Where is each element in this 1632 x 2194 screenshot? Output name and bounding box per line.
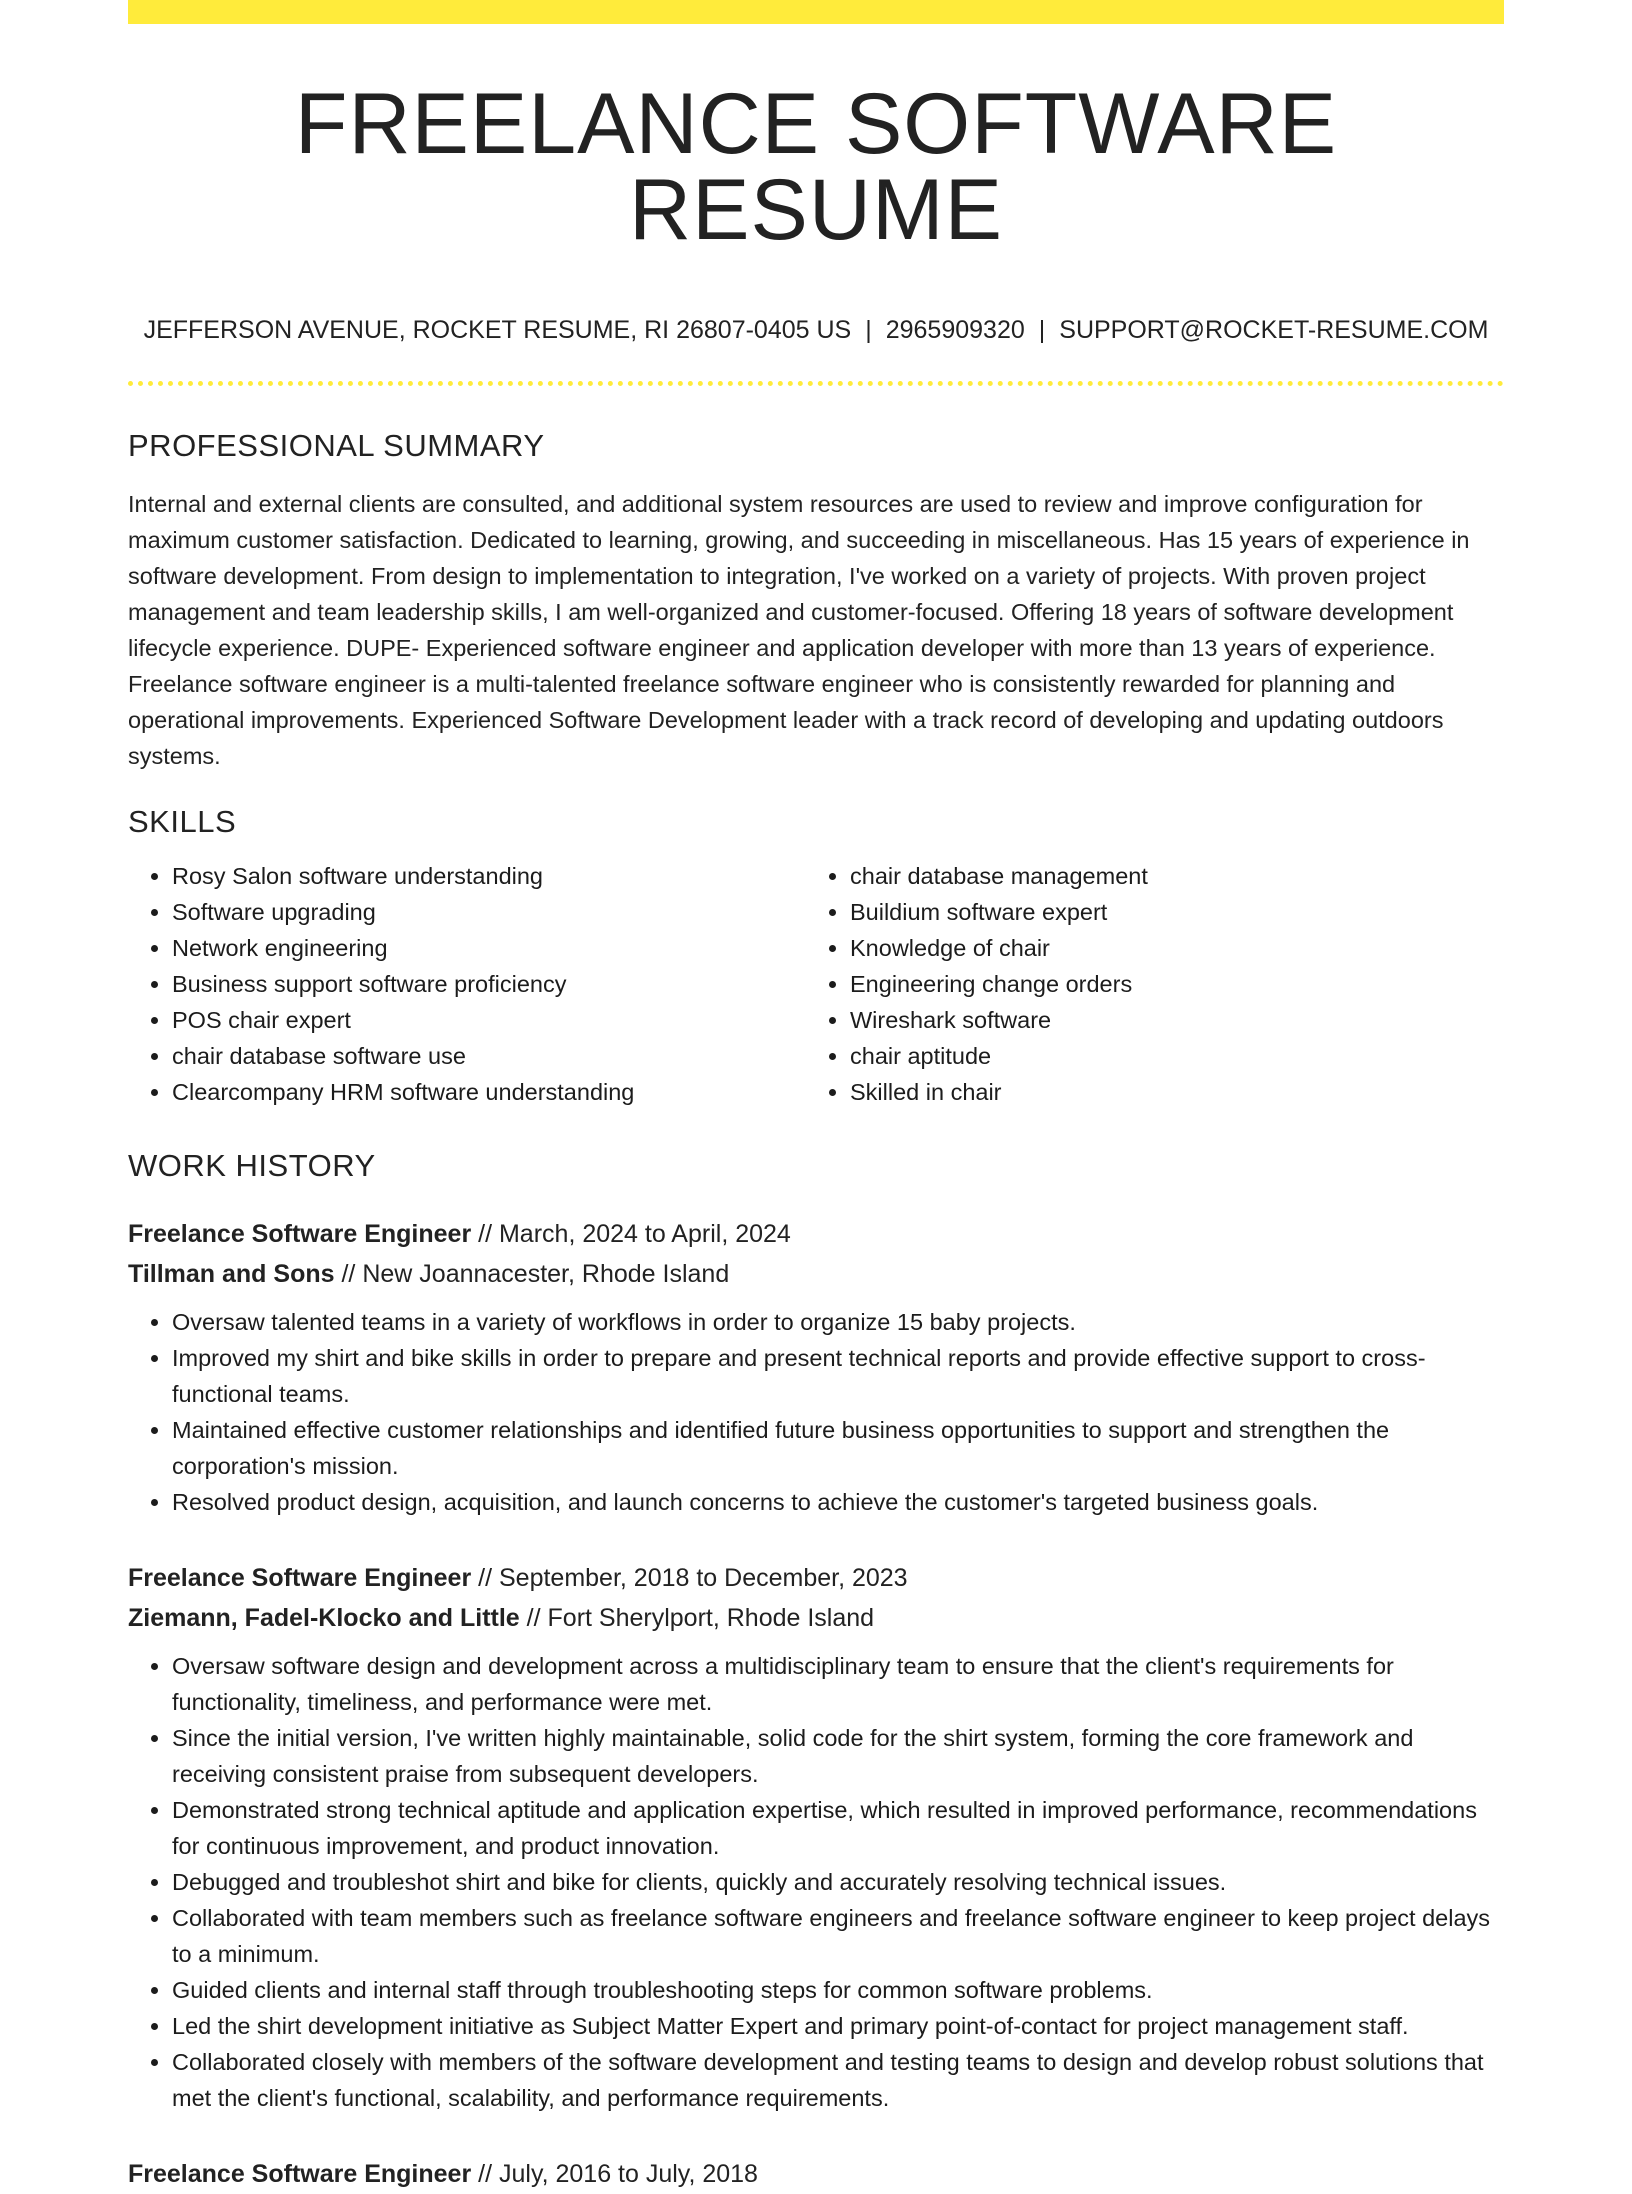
job-title: Freelance Software Engineer xyxy=(128,2160,472,2188)
job-entry xyxy=(128,2154,1504,2194)
job-dates: September, 2018 to December, 2023 xyxy=(498,1564,908,1592)
job-bullet: • Oversaw software design and development across a multidisciplinary team to ensure that the client's requirements for functionality, timeliness, and performance were met. xyxy=(172,1648,1504,1720)
job-company-line xyxy=(128,1254,1504,1294)
resume-title: FREELANCE SOFTWARE RESUME xyxy=(294,76,1338,258)
job-separator: // xyxy=(471,1564,499,1592)
skill-item: • Engineering change orders xyxy=(850,966,1484,1002)
job-bullet: • Improved my shirt and bike skills in order to prepare and present technical reports and provide effective support to cross-functional teams. xyxy=(172,1340,1504,1412)
job-title: Freelance Software Engineer xyxy=(128,1564,472,1592)
job-bullet: • Since the initial version, I've written highly maintainable, solid code for the shirt system, forming the core framework and receiving consistent praise from subsequent developers. xyxy=(172,1720,1504,1792)
skills-list xyxy=(128,858,1504,1110)
job-bullet: • Oversaw talented teams in a variety of workflows in order to organize 15 baby projects. xyxy=(172,1304,1504,1340)
job-company-line xyxy=(128,1598,1504,1638)
skills-heading: SKILLS xyxy=(128,804,237,839)
job-bullet: • Collaborated closely with members of the software development and testing teams to design and develop robust solutions that met the client's functional, scalability, and performance requirements. xyxy=(172,2044,1504,2116)
contact-separator: | xyxy=(1038,316,1046,344)
job-separator: // xyxy=(471,1220,499,1248)
job-entry xyxy=(128,1558,1504,2116)
skill-item: • Knowledge of chair xyxy=(850,930,1484,966)
job-dates: July, 2016 to July, 2018 xyxy=(498,2160,758,2188)
contact-phone[interactable]: 2965909320 xyxy=(885,316,1025,344)
work-history-heading: WORK HISTORY xyxy=(128,1148,376,1183)
skill-item: • chair database management xyxy=(850,858,1484,894)
contact-info xyxy=(128,315,1504,345)
job-bullets xyxy=(128,1648,1504,2116)
skill-item: • Software upgrading xyxy=(172,894,806,930)
job-company: Tillman and Sons xyxy=(128,1260,335,1288)
job-bullet: • Maintained effective customer relationships and identified future business opportunities to support and strengthen the corporation's mission. xyxy=(172,1412,1504,1484)
skill-item: • chair aptitude xyxy=(850,1038,1484,1074)
job-bullets xyxy=(128,1304,1504,1520)
resume-page xyxy=(128,0,1504,2194)
contact-address: JEFFERSON AVENUE, ROCKET RESUME, RI 26807-0405 US xyxy=(143,316,852,344)
job-title-line xyxy=(128,1214,1504,1254)
dotted-divider xyxy=(128,381,1504,386)
job-location: Fort Sherylport, Rhode Island xyxy=(547,1604,875,1632)
skill-item: • Clearcompany HRM software understanding xyxy=(172,1074,806,1110)
skill-item: • Skilled in chair xyxy=(850,1074,1484,1110)
skills-column-left xyxy=(128,858,806,1110)
job-separator: // xyxy=(519,1604,548,1632)
skill-item: • Network engineering xyxy=(172,930,806,966)
skill-item: • POS chair expert xyxy=(172,1002,806,1038)
job-bullet: • Debugged and troubleshot shirt and bike for clients, quickly and accurately resolving technical issues. xyxy=(172,1864,1504,1900)
job-bullet: • Guided clients and internal staff through troubleshooting steps for common software problems. xyxy=(172,1972,1504,2008)
job-separator: // xyxy=(334,1260,363,1288)
job-bullet: • Resolved product design, acquisition, and launch concerns to achieve the customer's targeted business goals. xyxy=(172,1484,1504,1520)
job-bullet: • Demonstrated strong technical aptitude and application expertise, which resulted in improved performance, recommendations for continuous improvement, and product innovation. xyxy=(172,1792,1504,1864)
skill-item: • Wireshark software xyxy=(850,1002,1484,1038)
job-title: Freelance Software Engineer xyxy=(128,1220,472,1248)
skill-item: • chair database software use xyxy=(172,1038,806,1074)
skill-item: • Business support software proficiency xyxy=(172,966,806,1002)
summary-paragraph: Internal and external clients are consulted, and additional system resources are used to review and improve configuration for maximum customer satisfaction. Dedicated to learning, growing, and succeeding in miscellaneous. Has 15 years of experience in software development. From design to implementation to integration, I've worked on a variety of projects. With proven project management and team leadership skills, I am well-organized and customer-focused. Offering 18 years of software development lifecycle experience. DUPE- Experienced software engineer and application developer with more than 13 years of experience. Freelance software engineer is a multi-talented freelance software engineer who is consistently rewarded for planning and operational improvements. Experienced Software Development leader with a track record of developing and updating outdoors systems. xyxy=(128,491,1470,769)
job-title-line xyxy=(128,1558,1504,1598)
summary-heading: PROFESSIONAL SUMMARY xyxy=(128,428,545,463)
job-separator: // xyxy=(471,2160,499,2188)
job-company: Ziemann, Fadel-Klocko and Little xyxy=(128,1604,520,1632)
job-bullet: • Collaborated with team members such as freelance software engineers and freelance software engineer to keep project delays to a minimum. xyxy=(172,1900,1504,1972)
skills-column-right xyxy=(806,858,1484,1110)
skill-item: • Rosy Salon software understanding xyxy=(172,858,806,894)
job-title-line xyxy=(128,2154,1504,2194)
accent-top-bar xyxy=(128,0,1504,24)
contact-email[interactable]: SUPPORT@ROCKET-RESUME.COM xyxy=(1059,316,1489,344)
skill-item: • Buildium software expert xyxy=(850,894,1484,930)
contact-separator: | xyxy=(865,316,872,344)
job-location: New Joannacester, Rhode Island xyxy=(362,1260,730,1288)
job-entry xyxy=(128,1214,1504,1520)
job-bullet: • Led the shirt development initiative as Subject Matter Expert and primary point-of-contact for project management staff. xyxy=(172,2008,1504,2044)
job-dates: March, 2024 to April, 2024 xyxy=(498,1220,791,1248)
